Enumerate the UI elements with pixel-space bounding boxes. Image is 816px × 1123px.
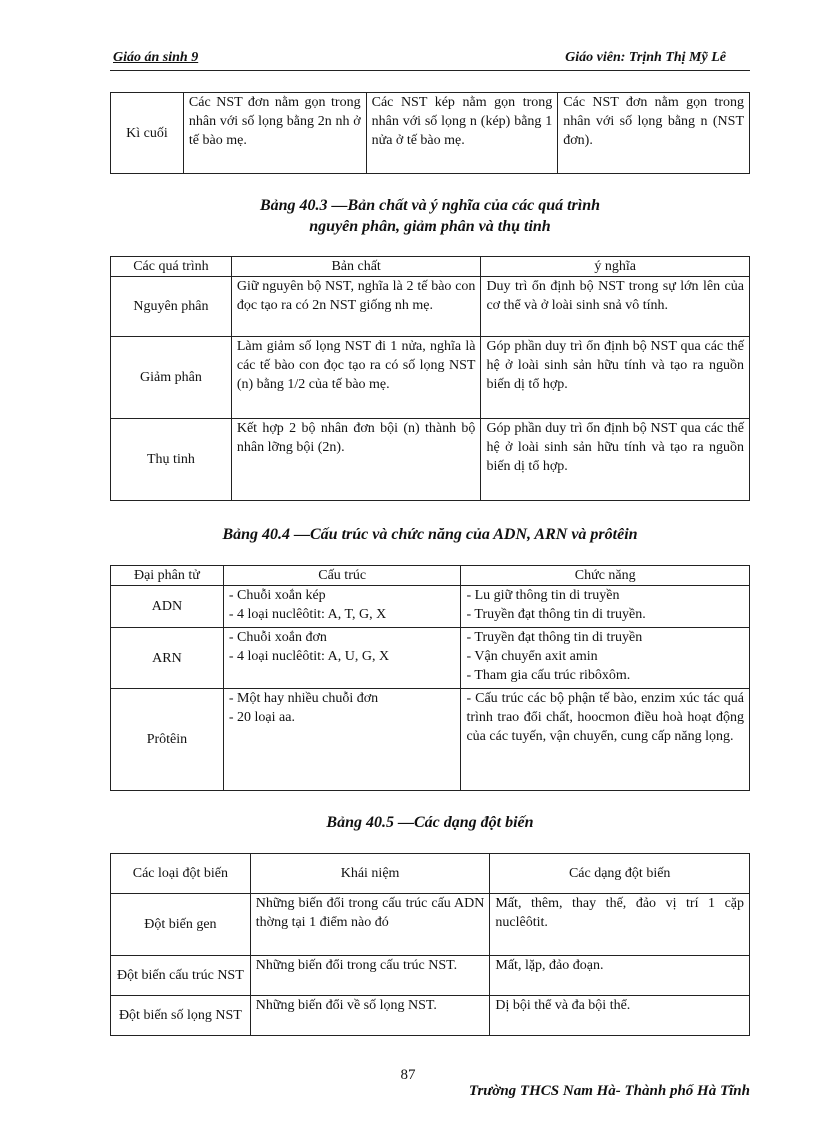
table-404 — [110, 565, 750, 791]
table-405-caption: Bảng 40.5 —Các dạng đột biến — [326, 814, 534, 831]
process-nature: Kết hợp 2 bộ nhân đơn bội (n) thành bộ nhân lỡng bội (2n). — [231, 419, 481, 501]
structure-line: - Chuỗi xoắn đơn — [228, 630, 327, 645]
molecule-function — [461, 689, 750, 791]
table-row — [111, 419, 750, 501]
column-header: Các dạng đột biến — [490, 854, 750, 894]
process-meaning: Góp phần duy trì ổn định bộ NST qua các thế hệ ở loài sinh sản hữu tính và tạo ra nguồn biến dị tổ hợp. — [481, 337, 750, 419]
table-404-caption: Bảng 40.4 —Cấu trúc và chức năng của ADN, ARN và prôtêin — [222, 526, 638, 543]
function-line: - Cấu trúc các bộ phận tế bào, enzim xúc tác quá trình trao đổi chất, hoocmon điều hoà hoạt động của các tuyến, vận chuyển, cung cấp năng lọng. — [466, 691, 744, 744]
process-nature: Giữ nguyên bộ NST, nghĩa là 2 tế bào con đọc tạo ra có 2n NST giống nh mẹ. — [231, 277, 481, 337]
header-course: Giáo án sinh 9 — [113, 50, 199, 65]
function-line: - Vận chuyển axit amin — [466, 649, 598, 664]
function-line: - Truyền đạt thông tin di truyền — [466, 630, 643, 645]
stage-table-continuation — [110, 92, 750, 174]
mutation-concept: Những biến đổi về số lọng NST. — [250, 996, 490, 1036]
column-header: Cấu trúc — [223, 566, 461, 586]
caption-line: nguyên phân, giảm phân và thụ tinh — [309, 218, 551, 235]
table-row — [111, 956, 750, 996]
process-meaning: Duy trì ổn định bộ NST trong sự lớn lên của cơ thể và ở loài sinh snả vô tính. — [481, 277, 750, 337]
process-name: Giảm phân — [111, 337, 232, 419]
header-teacher: Giáo viên: Trịnh Thị Mỹ Lê — [565, 50, 726, 65]
table-header-row — [111, 854, 750, 894]
molecule-function — [461, 628, 750, 689]
table-row — [111, 628, 750, 689]
mutation-type: Đột biến gen — [111, 894, 251, 956]
molecule-name: ARN — [111, 628, 224, 689]
molecule-name: Prôtêin — [111, 689, 224, 791]
function-line: - Truyền đạt thông tin di truyền. — [466, 607, 646, 622]
table-header-row — [111, 566, 750, 586]
structure-line: - 4 loại nuclêôtit: A, T, G, X — [228, 607, 387, 622]
page-number: 87 — [400, 1067, 416, 1083]
molecule-structure — [223, 586, 461, 628]
table-403-caption — [110, 195, 750, 237]
molecule-structure — [223, 628, 461, 689]
mutation-forms: Dị bội thể và đa bội thể. — [490, 996, 750, 1036]
process-name: Nguyên phân — [111, 277, 232, 337]
molecule-function — [461, 586, 750, 628]
function-line: - Tham gia cấu trúc ribôxôm. — [466, 668, 631, 683]
structure-line: - 20 loại aa. — [228, 710, 295, 725]
table-row — [111, 996, 750, 1036]
column-header: Các loại đột biến — [111, 854, 251, 894]
process-meaning: Góp phần duy trì ổn định bộ NST qua các thế hệ ở loài sinh sản hữu tính và tạo ra nguồn biến dị tổ hợp. — [481, 419, 750, 501]
table-405 — [110, 853, 750, 1036]
process-nature: Làm giảm số lọng NST đi 1 nửa, nghĩa là các tế bào con đọc tạo ra có số lọng NST (n) bằng 1/2 của tế bào mẹ. — [231, 337, 481, 419]
table-row — [111, 93, 750, 174]
table-403 — [110, 256, 750, 501]
structure-line: - 4 loại nuclêôtit: A, U, G, X — [228, 649, 390, 664]
stage-cell: Các NST đơn nằm gọn trong nhân với số lọng bằng 2n nh ở tế bào mẹ. — [183, 93, 366, 174]
caption-line: Bảng 40.3 —Bản chất và ý nghĩa của các quá trình — [259, 197, 601, 214]
column-header: Đại phân tử — [111, 566, 224, 586]
molecule-structure — [223, 689, 461, 791]
mutation-concept: Những biến đổi trong cấu trúc cấu ADN thờng tại 1 điểm nào đó — [250, 894, 490, 956]
header-rule — [110, 70, 750, 71]
mutation-forms: Mất, lặp, đảo đoạn. — [490, 956, 750, 996]
structure-line: - Chuỗi xoắn kép — [228, 588, 326, 603]
process-name: Thụ tinh — [111, 419, 232, 501]
mutation-type: Đột biến số lọng NST — [111, 996, 251, 1036]
table-row — [111, 689, 750, 791]
table-row — [111, 586, 750, 628]
table-row — [111, 277, 750, 337]
column-header: Các quá trình — [111, 257, 232, 277]
structure-line: - Một hay nhiều chuỗi đơn — [228, 691, 379, 706]
column-header: ý nghĩa — [481, 257, 750, 277]
mutation-type: Đột biến cấu trúc NST — [111, 956, 251, 996]
table-row — [111, 337, 750, 419]
function-line: - Lu giữ thông tin di truyền — [466, 588, 620, 603]
table-header-row — [111, 257, 750, 277]
column-header: Khái niệm — [250, 854, 490, 894]
molecule-name: ADN — [111, 586, 224, 628]
column-header: Chức năng — [461, 566, 750, 586]
mutation-concept: Những biến đổi trong cấu trúc NST. — [250, 956, 490, 996]
footer-school: Trường THCS Nam Hà- Thành phố Hà Tĩnh — [468, 1083, 750, 1099]
stage-name: Kì cuối — [111, 93, 184, 174]
stage-cell: Các NST đơn nằm gọn trong nhân với số lọng bằng n (NST đơn). — [558, 93, 750, 174]
column-header: Bản chất — [231, 257, 481, 277]
stage-cell: Các NST kép nằm gọn trong nhân với số lọng n (kép) bằng 1 nửa ở tế bào mẹ. — [366, 93, 558, 174]
table-row — [111, 894, 750, 956]
mutation-forms: Mất, thêm, thay thế, đảo vị trí 1 cặp nuclêôtit. — [490, 894, 750, 956]
